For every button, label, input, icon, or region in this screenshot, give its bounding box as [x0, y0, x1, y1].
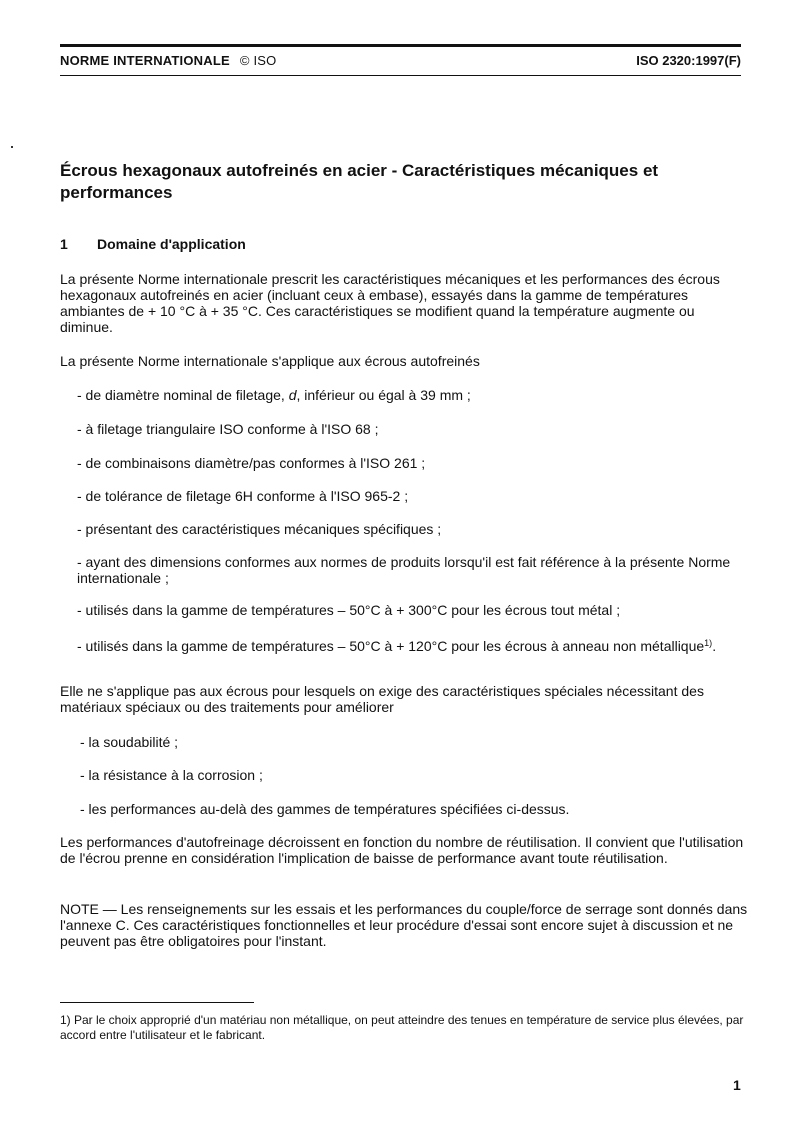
list-item-diameter [77, 387, 747, 403]
list-item-nonmetal-range [77, 635, 747, 654]
footnote: 1) Par le choix approprié d'un matériau non métallique, on peut atteindre des tenues en température de service plus élevées, par accord entre l'utilisateur et le fabricant. [60, 1013, 744, 1042]
section-number: 1 [60, 236, 68, 252]
list-item-tolerance: - de tolérance de filetage 6H conforme à l'ISO 965-2 ; [77, 488, 409, 504]
list-item-thread: - à filetage triangulaire ISO conforme à l'ISO 68 ; [77, 421, 379, 437]
list-item-weldability: - la soudabilité ; [80, 734, 179, 750]
document-title: Écrous hexagonaux autofreinés en acier - Caractéristiques mécaniques et performances [60, 161, 659, 202]
header-bottom-rule [60, 75, 741, 76]
list-item-text: - de diamètre nominal de filetage, [77, 387, 289, 403]
paragraph-applies-to: La présente Norme internationale s'applique aux écrous autofreinés [60, 353, 480, 369]
list-item-mechanical: - présentant des caractéristiques mécaniques spécifiques ; [77, 521, 442, 537]
header-norme-label: NORME INTERNATIONALE [60, 53, 230, 68]
paragraph-exclusions: Elle ne s'applique pas aux écrous pour lesquels on exige des caractéristiques spéciales nécessitant des matériaux spéciaux ou des traitements pour améliorer [60, 683, 704, 715]
list-item-text: , inférieur ou égal à 39 mm ; [296, 387, 471, 403]
variable-d: d [288, 387, 297, 403]
paragraph-scope: La présente Norme internationale prescrit les caractéristiques mécaniques et les performances des écrous hexagonaux autofreinés en acier (incluant ceux à embase), essayés dans la gamme de températures ambiantes de + 10 °C à + 35 °C. Ces caractéristiques se modifient quand la température augmente ou diminue. [60, 271, 720, 335]
header-copyright: © ISO [239, 53, 277, 68]
paragraph-reuse: Les performances d'autofreinage décroissent en fonction du nombre de réutilisation. Il convient que l'utilisation de l'écrou prenne en considération l'implication de baisse de performance avant toute réutilisation. [60, 834, 744, 866]
section-title: Domaine d'application [97, 236, 246, 252]
section-heading [60, 236, 246, 252]
footnote-rule [60, 1002, 254, 1003]
header-standard-type [60, 53, 276, 68]
list-item-combinations: - de combinaisons diamètre/pas conformes à l'ISO 261 ; [77, 455, 426, 471]
note: NOTE — Les renseignements sur les essais et les performances du couple/force de serrage sont donnés dans l'annexe C. Ces caractéristiques fonctionnelles et leur procédure d'essai sont encore sujet à discussion et ne peuvent pas être obligatoires pour l'instant. [60, 901, 748, 949]
list-item-end: . [712, 638, 717, 654]
header-standard-number: ISO 2320:1997(F) [636, 53, 741, 68]
page-number: 1 [733, 1077, 741, 1093]
footnote-ref: 1) [704, 638, 713, 648]
list-item-metal-range: - utilisés dans la gamme de températures – 50°C à + 300°C pour les écrous tout métal ; [77, 602, 621, 618]
list-item-performance: - les performances au-delà des gammes de températures spécifiées ci-dessus. [80, 801, 570, 817]
header-top-rule [60, 44, 741, 47]
list-item-dimensions: - ayant des dimensions conformes aux normes de produits lorsqu'il est fait référence à la présente Norme internationale ; [77, 554, 731, 586]
list-item-text: - utilisés dans la gamme de températures – 50°C à + 120°C pour les écrous à anneau non métallique [77, 638, 705, 654]
list-item-corrosion: - la résistance à la corrosion ; [80, 767, 263, 783]
scan-speck [11, 146, 13, 148]
